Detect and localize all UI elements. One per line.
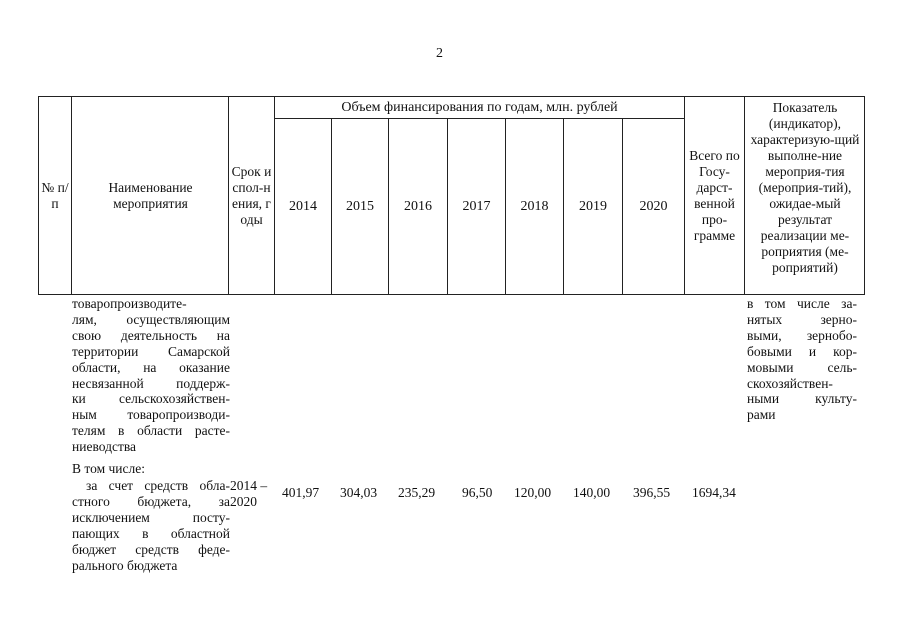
text-line: рами (747, 407, 776, 423)
activity-name-continued (72, 296, 230, 455)
text-line: рального бюджета (72, 557, 178, 573)
value-2020: 396,55 (633, 485, 671, 500)
text-line: в том числе за- (747, 296, 857, 311)
text-line: за счет средств обла- (86, 478, 230, 493)
header-total-text: Всего по Госу-дарст-венной про-грамме (689, 147, 740, 243)
text-line: ки сельскохозяйствен- (72, 391, 230, 407)
header-name: Наименование мероприятия (108, 179, 193, 211)
header-number: № п/п (41, 179, 69, 211)
text-line: территории Самарской (72, 343, 230, 359)
indicator-continued (747, 296, 857, 423)
text-line: 2014 – (230, 478, 268, 493)
header-year: 2020 (639, 198, 668, 214)
text-line: исключением посту- (72, 509, 230, 525)
table-header (38, 96, 865, 295)
header-indicator (745, 97, 865, 294)
text-line: ными культу- (747, 391, 857, 407)
text-line: товаропроизводите- (72, 296, 187, 311)
text-line: нятых зерно- (747, 311, 857, 327)
text-line: свою деятельность на (72, 327, 230, 343)
value-2018: 120,00 (514, 485, 552, 500)
text-line: лям, осуществляющим (72, 311, 230, 327)
value-2015: 304,03 (340, 485, 378, 500)
text-line: бюджет средств феде- (72, 541, 230, 557)
sub-activity-name (72, 478, 230, 573)
header-year: 2017 (462, 198, 491, 214)
col-divider (71, 97, 72, 294)
header-year: 2014 (289, 198, 317, 214)
text-line: ным товаропроизводи- (72, 407, 230, 423)
header-funding: Объем финансирования по годам, млн. рублей (341, 99, 618, 115)
text-line: выми, зернобо- (747, 327, 857, 343)
text-line: бовыми и кор- (747, 343, 857, 359)
header-year: 2015 (346, 198, 374, 214)
value-2016: 235,29 (398, 485, 436, 500)
value-2019: 140,00 (573, 485, 611, 500)
value-2014: 401,97 (282, 485, 320, 500)
header-total (685, 97, 744, 294)
header-year: 2018 (520, 198, 549, 214)
text-line: стного бюджета, за (72, 493, 230, 509)
page-number: 2 (436, 46, 443, 61)
text-line: ниеводства (72, 439, 137, 455)
value-total: 1694,34 (692, 485, 736, 500)
header-term-text: Срок испол-нения, годы (231, 163, 272, 227)
including-label: В том числе: (72, 461, 145, 476)
header-term (229, 97, 274, 294)
text-line: несвязанной поддерж- (72, 375, 230, 391)
value-2017: 96,50 (462, 485, 493, 500)
text-line: мовыми сель- (747, 359, 857, 375)
header-year: 2019 (579, 198, 607, 214)
header-indicator-text: Показатель (индикатор), характеризую-щий выполне-ние мероприя-тия (мероприя-тий), ожидае-мый результат реализации ме-роприятия (ме-роприятий) (750, 100, 860, 275)
header-year: 2016 (404, 198, 432, 214)
text-line: скохозяйствен- (747, 375, 833, 391)
text-line: телям в области расте- (72, 423, 230, 439)
sub-term (230, 478, 276, 510)
text-line: 2020 (230, 493, 257, 509)
text-line: пающих в областной (72, 525, 230, 541)
text-line: области, на оказание (72, 359, 230, 375)
